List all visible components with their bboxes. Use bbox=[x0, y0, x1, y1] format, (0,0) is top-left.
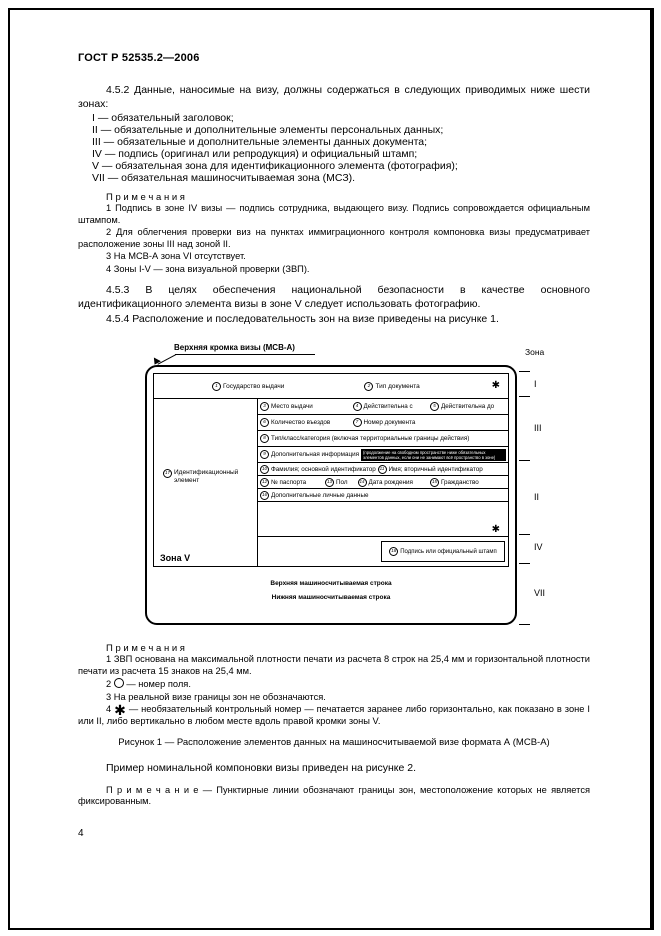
field-label: Гражданство bbox=[441, 478, 479, 486]
zone-3-row-2 bbox=[258, 415, 508, 431]
field-number-circle: 11 bbox=[378, 465, 387, 474]
field-label: Государство выдачи bbox=[223, 382, 285, 390]
zone-3-row-4 bbox=[258, 447, 508, 463]
field-label: Количество въездов bbox=[271, 419, 331, 427]
mrz-lower-line: Нижняя машиносчитываемая строка bbox=[271, 594, 391, 602]
zone-label-ii: II bbox=[534, 492, 540, 503]
field-type-class-category bbox=[258, 434, 471, 443]
field-label: Имя; вторичный идентификатор bbox=[388, 465, 483, 473]
zone-boundary-tick bbox=[519, 624, 530, 625]
zone-column-header: Зона bbox=[525, 347, 545, 358]
field-label: Дополнительная информация bbox=[271, 451, 360, 459]
field-number-circle: 2 bbox=[364, 382, 373, 391]
field-given-name bbox=[376, 465, 509, 474]
field-number-circle: 16 bbox=[260, 491, 269, 500]
field-label: Дата рождения bbox=[368, 478, 413, 486]
field-label: Номер документа bbox=[363, 419, 416, 427]
field-label: Действительна до bbox=[441, 403, 495, 411]
notes-title: П р и м е ч а н и я bbox=[106, 192, 185, 204]
zone-list-item: III — обязательные и дополнительные элементы данных документа; bbox=[92, 136, 428, 149]
field-number-circle: 6 bbox=[260, 418, 269, 427]
figure-note-2 bbox=[78, 678, 590, 691]
zone-boundary-tick bbox=[519, 396, 530, 397]
final-note: П р и м е ч а н и е — Пунктирные линии обозначают границы зон, местоположение которых не является фиксированным. bbox=[78, 784, 590, 807]
field-number-circle: 12 bbox=[260, 478, 269, 487]
para-4-5-3: 4.5.3 В целях обеспечения национальной безопасности в качестве основного идентификационного элемента визы в зоне V следует использовать фотографию. bbox=[78, 284, 590, 310]
field-number-circle: 15 bbox=[430, 478, 439, 487]
asterisk-symbol: ✱ bbox=[114, 702, 126, 719]
field-label: Пол bbox=[336, 478, 348, 486]
visa-inner-frame bbox=[153, 373, 509, 567]
note-1: 1 Подпись в зоне IV визы — подпись сотрудника, выдающего визу. Подпись сопровождается официальным штампом. bbox=[78, 203, 590, 225]
field-number-circle: 3 bbox=[260, 402, 269, 411]
field-document-type bbox=[362, 382, 421, 391]
field-place-of-issue bbox=[258, 402, 351, 411]
zone-2-free-space bbox=[258, 502, 508, 537]
zone-3-row-3 bbox=[258, 431, 508, 447]
field-valid-until bbox=[428, 402, 508, 411]
zone-definition-list bbox=[78, 113, 590, 185]
note-2: 2 Для облегчения проверки виз на пунктах иммиграционного контроля компоновка визы предусматривает расположение зоны III над зоной II. bbox=[78, 227, 590, 249]
field-label: Подпись или официальный штамп bbox=[400, 548, 497, 555]
field-nationality bbox=[428, 478, 508, 487]
field-label: Действительна с bbox=[363, 403, 413, 411]
standard-number-header: ГОСТ Р 52535.2—2006 bbox=[78, 52, 200, 64]
field-surname bbox=[258, 465, 376, 474]
field-document-number bbox=[351, 418, 509, 427]
field-label: Тип/класс/категория (включая территориальные границы действия) bbox=[271, 435, 470, 443]
visa-main-area bbox=[154, 399, 508, 566]
zone-label-i: I bbox=[534, 379, 537, 390]
field-valid-from bbox=[351, 402, 429, 411]
zone-2-row-3 bbox=[258, 489, 508, 502]
data-fields-column bbox=[258, 399, 508, 566]
page-content bbox=[78, 52, 590, 839]
field-number-symbol-icon bbox=[114, 678, 124, 688]
zone-1-row bbox=[154, 374, 508, 399]
figure-note-4 bbox=[78, 704, 590, 727]
zone-boundary-tick bbox=[519, 460, 530, 461]
note-text: — номер поля. bbox=[126, 679, 191, 690]
note-number: 2 bbox=[106, 679, 112, 690]
zone-boundary-tick bbox=[519, 534, 530, 535]
figure-1 bbox=[78, 341, 590, 633]
field-number-circle: 10 bbox=[260, 465, 269, 474]
field-label: Идентификационный элемент bbox=[174, 469, 239, 484]
field-identification-element bbox=[154, 469, 257, 484]
zone-label-vii: VII bbox=[534, 588, 546, 599]
zone-label-iii: III bbox=[534, 423, 542, 434]
field-label: Дополнительные личные данные bbox=[271, 491, 369, 499]
zone-boundary-tick bbox=[519, 371, 530, 372]
field-number-circle: 17 bbox=[163, 469, 172, 478]
para-4-5-4: 4.5.4 Расположение и последовательность зон на визе приведены на рисунке 1. bbox=[106, 313, 499, 326]
field-number-circle: 9 bbox=[260, 450, 269, 459]
zone-label-iv: IV bbox=[534, 542, 543, 553]
note-4: 4 Зоны I-V — зона визуальной проверки (ЗВП). bbox=[106, 263, 310, 274]
field-label: Тип документа bbox=[375, 382, 420, 390]
field-additional-personal-data bbox=[258, 491, 370, 500]
field-number-circle: 18 bbox=[389, 547, 398, 556]
zone-2-row-1 bbox=[258, 463, 508, 476]
field-additional-information bbox=[258, 450, 361, 459]
leader-line bbox=[175, 354, 315, 355]
zone-5-label: Зона V bbox=[160, 553, 191, 564]
zone-2-row-2 bbox=[258, 476, 508, 489]
figure-note-3: 3 На реальной визе границы зон не обозначаются. bbox=[106, 691, 326, 702]
note-number: 4 bbox=[106, 704, 112, 715]
zone-4-row bbox=[258, 537, 508, 566]
field-label: Место выдачи bbox=[271, 403, 313, 411]
field-number-circle: 8 bbox=[260, 434, 269, 443]
visa-outline bbox=[145, 365, 517, 625]
signature-stamp-box bbox=[381, 541, 505, 562]
leader-line-diagonal bbox=[157, 354, 176, 365]
zone-7-mrz bbox=[147, 577, 515, 605]
zone-list-item: V — обязательная зона для идентификационного элемента (фотография); bbox=[92, 160, 458, 173]
note-text: — необязательный контрольный номер — печатается заранее либо горизонтально, как показано в зоне I или II, либо вертикально в любом месте вдоль правой кромки зоны V. bbox=[78, 704, 590, 726]
zone-list-item: I — обязательный заголовок; bbox=[92, 112, 234, 125]
field-number-circle: 5 bbox=[430, 402, 439, 411]
field-number-circle: 4 bbox=[353, 402, 362, 411]
optional-control-number-asterisk: ✱ bbox=[491, 524, 500, 536]
field-number-circle: 13 bbox=[325, 478, 334, 487]
zone-3-row-1 bbox=[258, 399, 508, 415]
field-date-of-birth bbox=[356, 478, 429, 487]
field-label: № паспорта bbox=[271, 478, 307, 486]
zone-list-item: IV — подпись (оригинал или репродукция) и официальный штамп; bbox=[92, 148, 418, 161]
figure-caption: Рисунок 1 — Расположение элементов данных на машиносчитываемой визе формата А (МСВ-А) bbox=[118, 737, 550, 749]
figure-note-1: 1 ЗВП основана на максимальной плотности печати из расчета 8 строк на 25,4 мм и горизонтальной плотности печати из расчета 15 знаков на 25,4 мм. bbox=[78, 654, 590, 676]
optional-control-number-asterisk: ✱ bbox=[491, 380, 500, 392]
zone-list-item: VII — обязательная машиносчитываемая зона (МСЗ). bbox=[92, 172, 356, 185]
para-example: Пример номинальной компоновки визы приведен на рисунке 2. bbox=[106, 762, 416, 775]
field-passport-number bbox=[258, 478, 323, 487]
page-number: 4 bbox=[78, 827, 84, 839]
para-4-5-2: 4.5.2 Данные, наносимые на визу, должны содержаться в следующих приводимых ниже шести зонах: bbox=[78, 84, 590, 110]
visa-top-edge-label: Верхняя кромка визы (МСВ-А) bbox=[174, 343, 295, 353]
field-number-of-entries bbox=[258, 418, 351, 427]
field-number-circle: 7 bbox=[353, 418, 362, 427]
field-sex bbox=[323, 478, 356, 487]
field-issuing-state bbox=[210, 382, 286, 391]
field-number-circle: 1 bbox=[212, 382, 221, 391]
mrz-upper-line: Верхняя машиносчитываемая строка bbox=[270, 580, 392, 588]
field-label: Фамилия; основной идентификатор bbox=[271, 465, 376, 473]
note-3: 3 На МСВ-А зона VI отсутствует. bbox=[106, 251, 246, 262]
figure-notes-title: П р и м е ч а н и я bbox=[106, 643, 185, 655]
identification-column bbox=[154, 399, 258, 566]
additional-information-continuation-note: (продолжение на свободном пространстве ниже обязательных элементов данных, если они не занимают всё пространство в зоне) bbox=[361, 449, 506, 461]
zone-boundary-tick bbox=[519, 563, 530, 564]
zone-list-item: II — обязательные и дополнительные элементы персональных данных; bbox=[92, 124, 444, 137]
field-number-circle: 14 bbox=[358, 478, 367, 487]
